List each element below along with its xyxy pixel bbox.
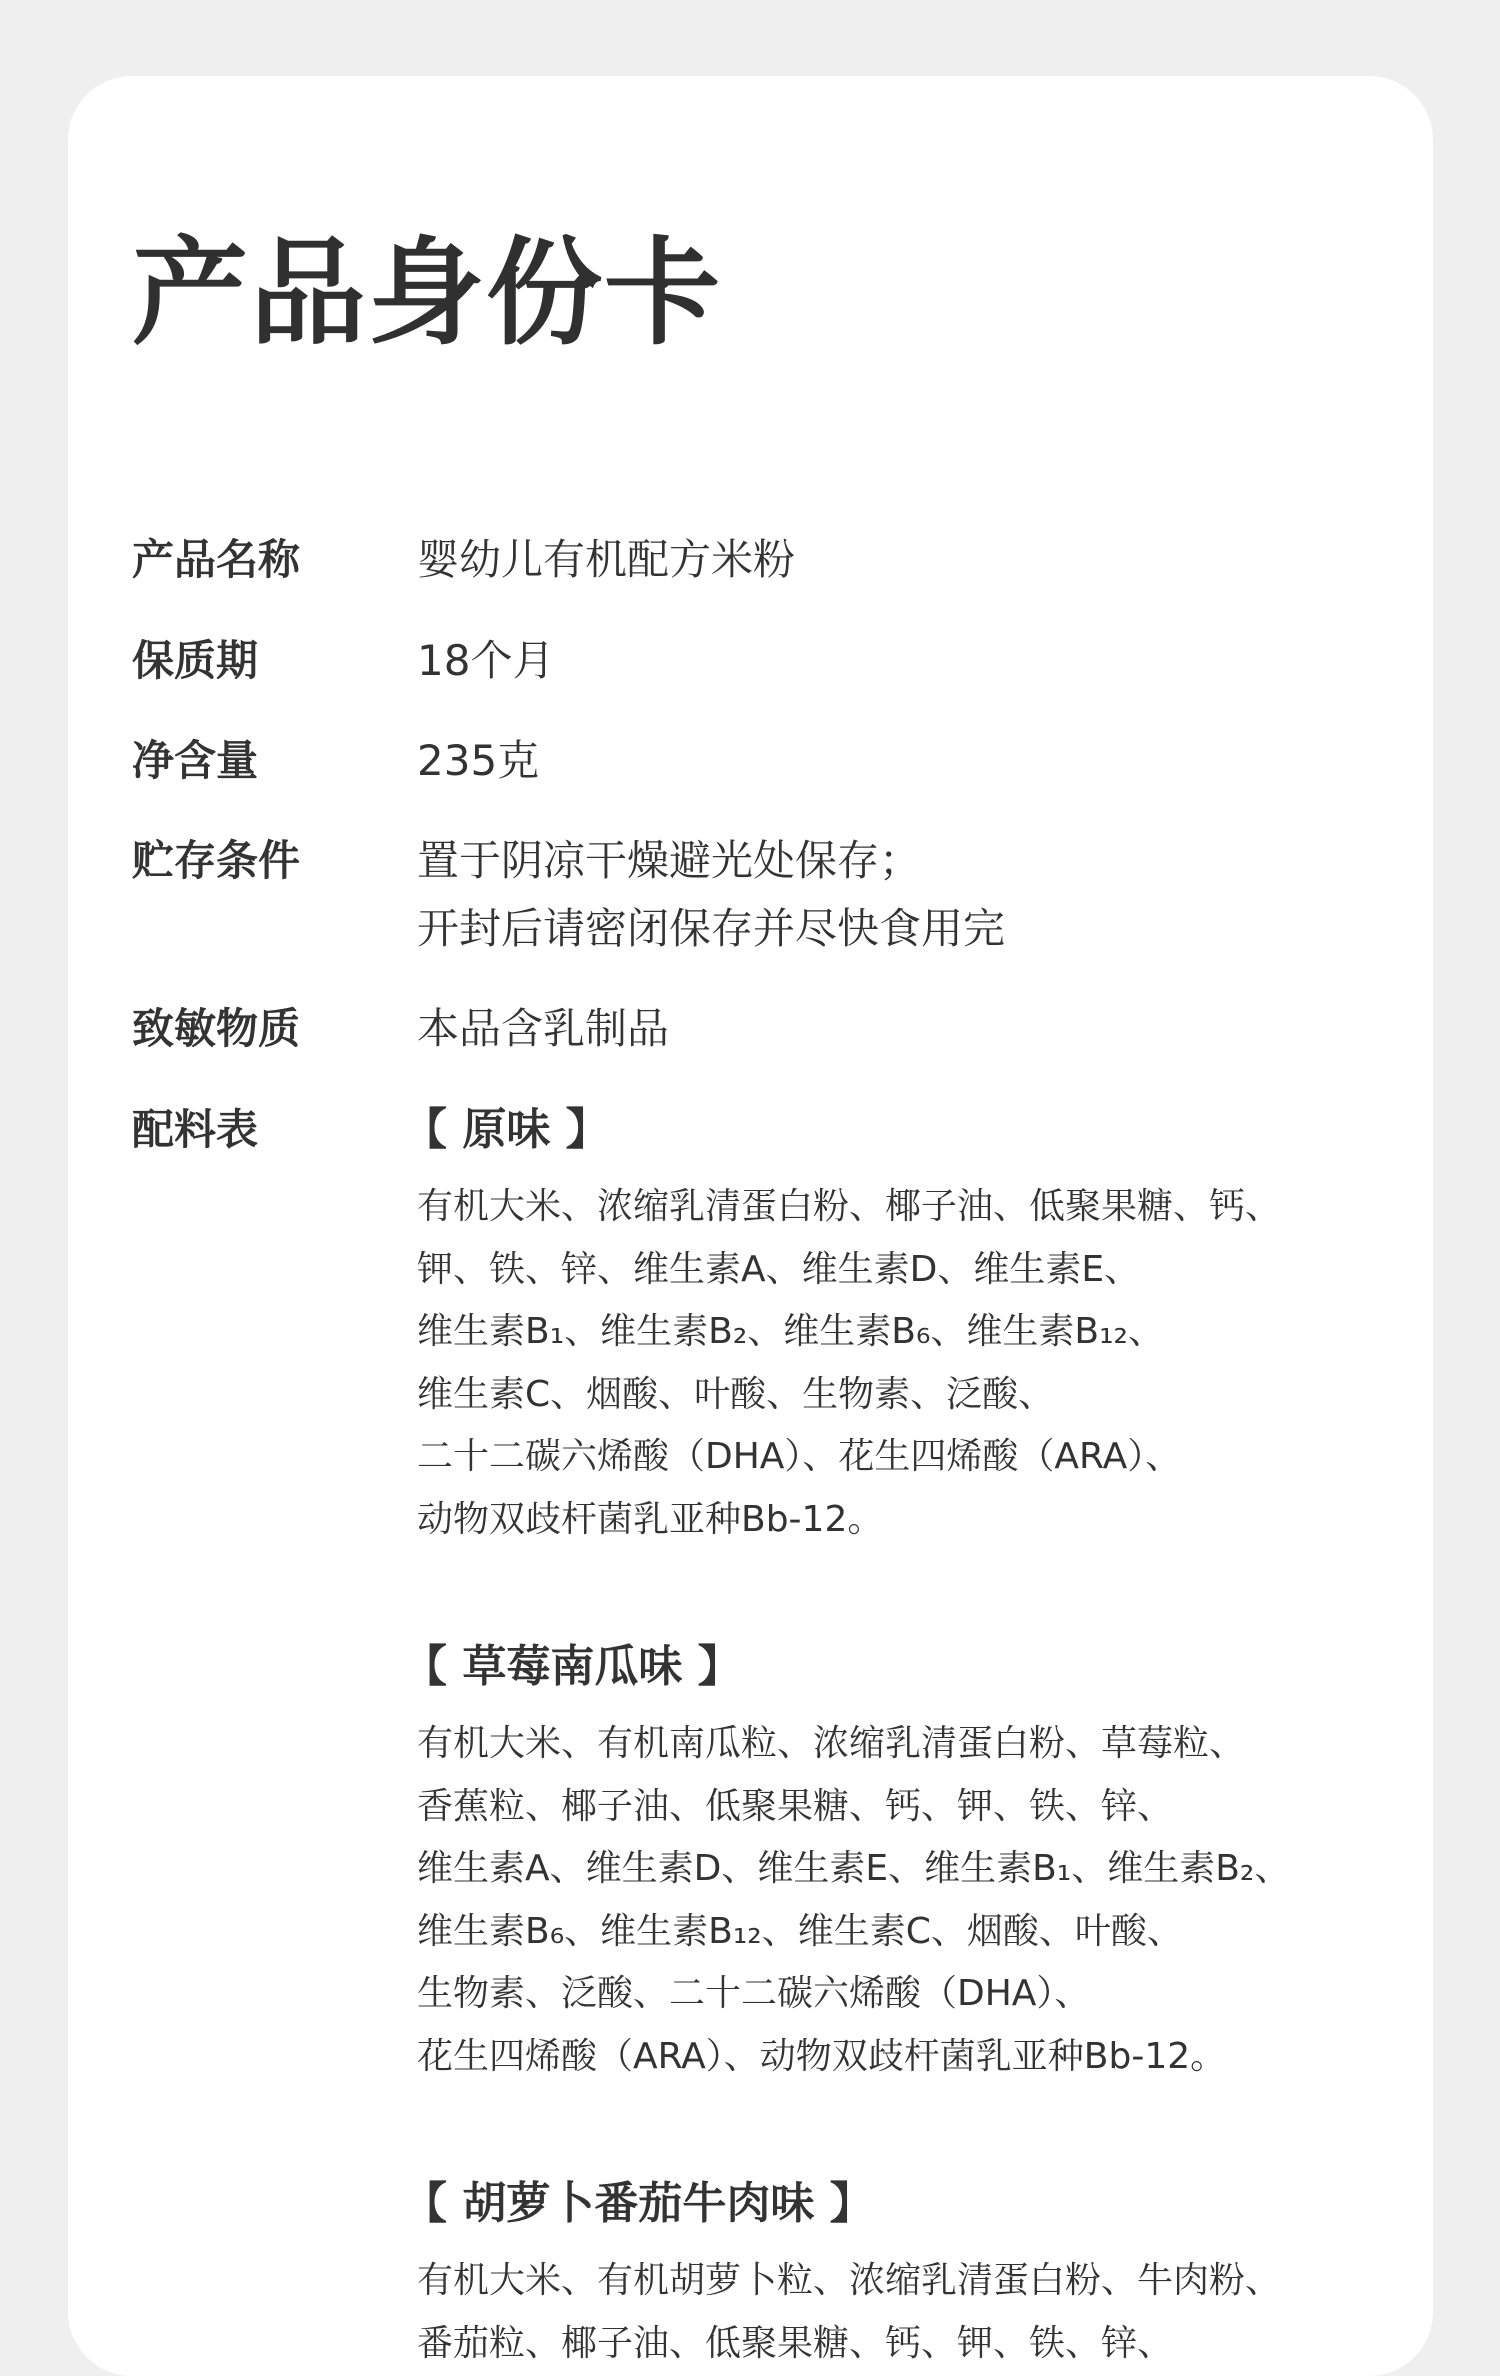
storage-conditions-row [132,827,1392,995]
ingredient-line: 钾、铁、锌、维生素A、维生素D、维生素E、 [417,1248,1141,1290]
ingredients-list [403,1096,1392,2375]
ingredient-line: 香蕉粒、椰子油、低聚果糖、钙、钾、铁、锌、 [417,1785,1174,1827]
product-name-value: 婴幼儿有机配方米粉 [417,535,796,584]
ingredient-line: 动物双歧杆菌乳亚种Bb-12。 [417,1498,884,1540]
product-name-label: 产品名称 [132,535,301,584]
ingredient-line: 维生素A、维生素D、维生素E、维生素B₁、维生素B₂、 [417,1848,1291,1889]
shelf-life-row [132,627,1392,727]
storage-line: 开封后请密闭保存并尽快食用完 [417,904,1006,953]
flavor-title: 【 原味 】 [403,1104,610,1155]
ingredient-line: 有机大米、浓缩乳清蛋白粉、椰子油、低聚果糖、钙、 [417,1186,1282,1227]
product-id-card [68,76,1433,2376]
flavor-title: 【 草莓南瓜味 】 [403,1641,742,1692]
ingredient-line: 有机大米、有机胡萝卜粒、浓缩乳清蛋白粉、牛肉粉、 [417,2260,1282,2301]
ingredients-label: 配料表 [132,1105,259,1154]
product-info-list [132,526,1392,2375]
ingredients-row [132,1096,1392,2375]
ingredient-line: 维生素C、烟酸、叶酸、生物素、泛酸、 [417,1373,1055,1415]
flavor-title: 【 胡萝卜番茄牛肉味 】 [403,2178,874,2229]
shelf-life-value: 18个月 [417,636,555,685]
ingredient-line: 花生四烯酸（ARA）、动物双歧杆菌乳亚种Bb-12。 [417,2035,1227,2077]
ingredient-line: 有机大米、有机南瓜粒、浓缩乳清蛋白粉、草莓粒、 [417,1723,1246,1764]
product-name-row [132,526,1392,627]
ingredient-text [417,1176,1392,1551]
allergen-row [132,995,1392,1096]
net-content-label: 净含量 [132,736,259,785]
storage-conditions-label: 贮存条件 [132,836,301,885]
flavor-original [403,1096,1392,1551]
page-title: 产品身份卡 [132,226,722,361]
shelf-life-label: 保质期 [132,636,259,685]
ingredient-text [417,2250,1392,2375]
flavor-carrot-tomato-beef [403,2170,1392,2375]
allergen-label: 致敏物质 [132,1004,301,1053]
allergen-value: 本品含乳制品 [417,1004,670,1053]
net-content-row [132,727,1392,827]
ingredient-text [417,1713,1392,2088]
ingredient-line: 维生素B₆、维生素B₁₂、维生素C、烟酸、叶酸、 [417,1910,1183,1952]
storage-line: 置于阴凉干燥避光处保存； [417,836,922,885]
ingredient-line: 二十二碳六烯酸（DHA）、花生四烯酸（ARA）、 [417,1436,1182,1477]
flavor-strawberry-pumpkin [403,1633,1392,2088]
ingredient-line: 番茄粒、椰子油、低聚果糖、钙、钾、铁、锌、 [417,2322,1174,2364]
ingredient-line: 维生素B₁、维生素B₂、维生素B₆、维生素B₁₂、 [417,1311,1164,1352]
ingredient-line: 生物素、泛酸、二十二碳六烯酸（DHA）、 [417,1973,1091,2014]
net-content-value: 235克 [417,736,540,785]
storage-conditions-value [417,827,1392,963]
